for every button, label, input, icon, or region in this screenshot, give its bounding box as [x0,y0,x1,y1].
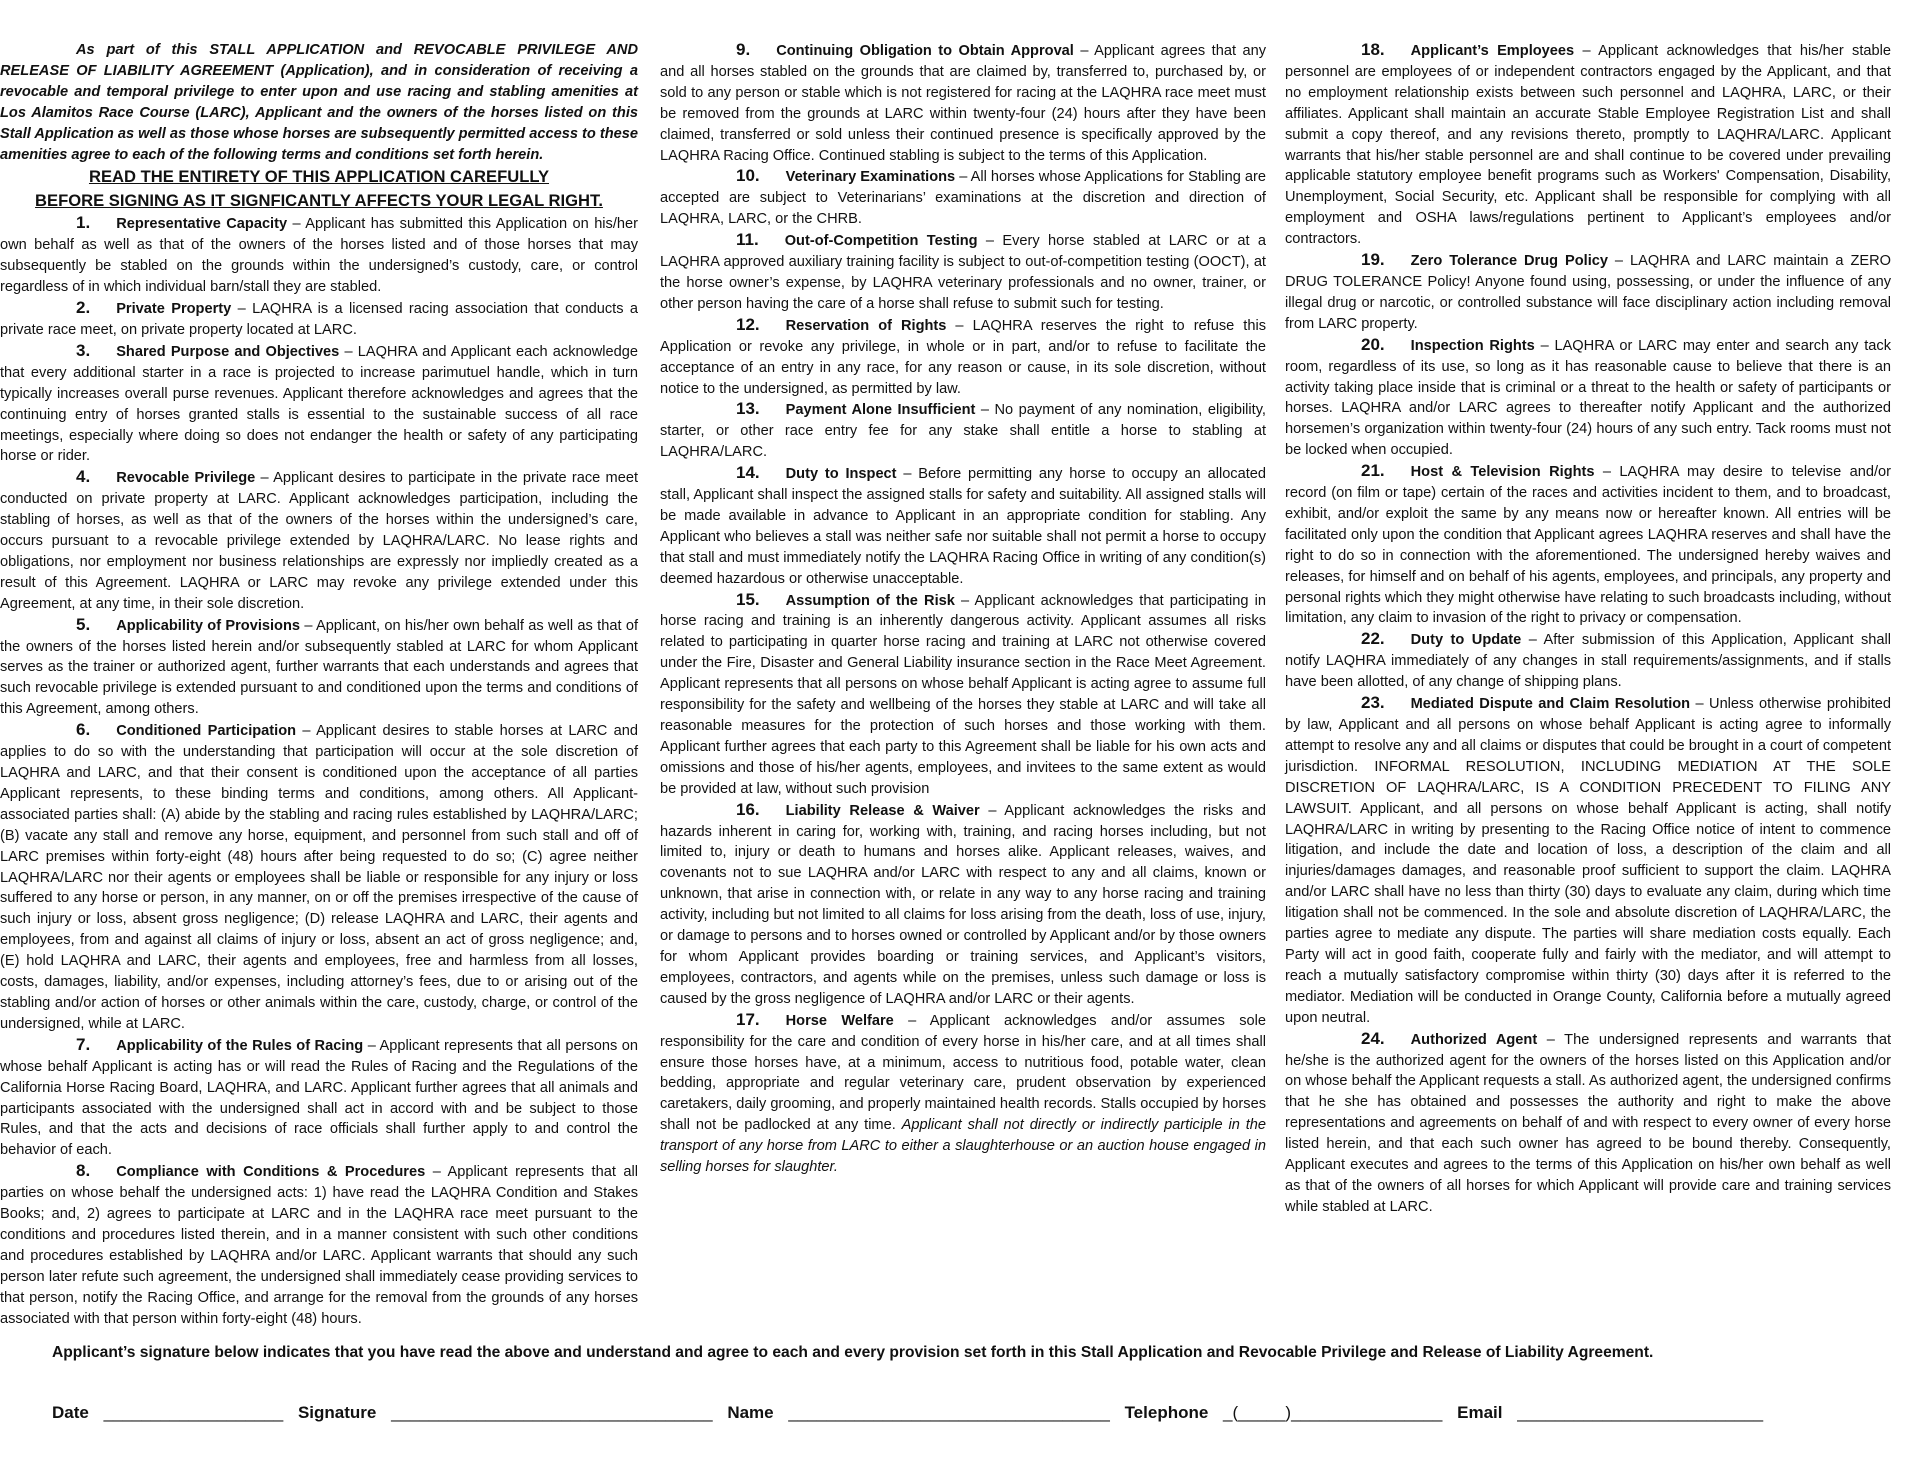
section-title: Representative Capacity [116,216,288,233]
intro-paragraph: As part of this STALL APPLICATION and REVOCABLE PRIVILEGE AND RELEASE OF LIABILITY AGREEMENT (Application), and in consideration of receiving a revocable and temporal privilege to enter upon and use racing and stabling amenities at Los Alamitos Race Course (LARC), Applicant and the owners of the horses listed on this Stall Application as well as those whose horses are subsequently permitted access to these amenities agree to each of the following terms and conditions set forth herein. [0,42,638,163]
section-10 [660,166,1266,230]
telephone-label: Telephone [1124,1403,1209,1422]
section-3 [0,341,638,467]
section-body: – Unless otherwise prohibited by law, Applicant and all persons on whose behalf Applicant is acting agree to informally attempt to resolve any and all claims or disputes that could be brought in a court of competent jurisdiction. INFORMAL RESOLUTION, INCLUDING MEDIATION AT THE SOLE DISCRETION OF LAQHRA/LARC, IS A CONDITION PRECEDENT TO FILING ANY LAWSUIT. Applicant, and all persons on whose behalf Applicant is acting, shall notify LAQHRA/LARC in writing by presenting to the Racing Office notice of intent to commence litigation, and include the date and location of loss, a description of the claim and all injuries/damages damages, and reasonable proof sufficient to support the claim. LAQHRA and/or LARC shall have no less than thirty (30) days to evaluate any claim, during which time litigation shall not be commenced. In the sole and absolute discretion of LAQHRA/LARC, the parties agree to mediate any dispute. The parties will share mediation costs equally. Each Party will act in good faith, cooperate fully and fairly with the mediator, and will attempt to reach a mutually satisfactory compromise within thirty (30) days after it is referred to the mediator. Mediation will be conducted in Orange County, California before a mutually agreed upon neutral. [1285,696,1891,1026]
section-body: – LAQHRA and LARC maintain a ZERO DRUG TOLERANCE Policy! Anyone found using, possessing, or under the influence of any illegal drug or narcotic, or controlled substance will face disciplinary action including removal from LARC property. [1285,253,1891,332]
section-number: 18. [1361,40,1385,59]
section-number: 10. [736,166,760,186]
section-number: 9. [736,40,751,59]
section-title: Liability Release & Waiver [785,802,980,819]
section-title: Out-of-Competition Testing [784,233,978,250]
section-title: Host & Television Rights [1410,464,1595,481]
section-title: Authorized Agent [1410,1031,1538,1048]
section-14 [660,463,1266,589]
section-title: Veterinary Examinations [785,169,956,186]
signature-label: Signature [297,1403,377,1422]
section-number: 20. [1361,334,1385,354]
section-24 [1285,1029,1891,1218]
email-label: Email [1457,1403,1503,1422]
section-number: 5. [76,614,91,634]
section-body: – Applicant acknowledges that his/her stable personnel are employees of or independent contractors engaged by the Applicant, and that no employment relationship exists between such personnel and LAQHRA, LARC, or their affiliates. Applicant shall maintain an accurate Stable Employee Registration List and shall submit a copy thereof, and any revisions thereto, promptly to LAQHRA/LARC. Applicant warrants that his/her stable personnel are and shall continue to be covered under prevailing applicable statutory employee benefit programs such as Workers' Compensation, Disability, Unemployment, Social Security, etc. Applicant shall be responsible for complying with all employment and OSHA laws/regulations pertinent to Applicant’s employees and/or contractors. [1285,43,1891,248]
section-13 [660,399,1266,463]
section-5 [0,615,638,721]
section-body: – Applicant, on his/her own behalf as well as that of the owners of the horses listed herein and/or subsequently stabled at LARC for whom Applicant serves as the trainer or authorized agent, further warrants that each understands and agrees that such revocable privilege is extended pursuant to and conditioned upon the terms and conditions of this Agreement, among others. [0,617,638,718]
section-title: Shared Purpose and Objectives [116,343,340,360]
section-19 [1285,250,1891,335]
telephone-field[interactable]: _(_____)________________ [1223,1403,1443,1422]
section-number: 4. [76,467,91,487]
section-4 [0,467,638,614]
section-number: 23. [1361,693,1385,713]
section-number: 12. [736,314,760,334]
section-body: – Applicant desires to participate in the private race meet conducted on private property at LARC. Applicant acknowledges participation, including the stabling of horses, as well as that of the owners of the horses within the undersigned’s care, occurs pursuant to a revocable privilege extended by LAQHRA/LARC. No lease rights and obligations, nor employment nor business relationships are expressly nor impliedly created as a result of this Agreement. LAQHRA or LARC may revoke any privilege extended under this Agreement, at any time, in their sole discretion. [0,470,638,612]
section-body: – Applicant acknowledges that participating in horse racing and training is an inherently dangerous activity. Applicant assumes all risks related to participating in quarter horse racing and training at LARC not otherwise covered under the Fire, Disaster and General Liability insurance section in the Race Meet Agreement. Applicant represents that all persons on whose behalf Applicant is acting agree to assume full responsibility for the safety and wellbeing of the horses they stable at LARC and will take all reasonable measures for the protection of such horses and those working with them. Applicant further agrees that each party to this Agreement shall be liable for his own acts and omissions and those of his/her agents, employees, and invitees to the same extent as would be provided at law, without such provision [660,592,1266,797]
section-number: 3. [76,340,91,360]
section-number: 13. [736,399,760,419]
section-23 [1285,693,1891,1029]
column-3 [1285,40,1891,1218]
section-number: 17. [736,1009,760,1029]
section-title: Conditioned Participation [116,723,297,740]
section-number: 22. [1361,629,1385,649]
name-field[interactable]: __________________________________ [788,1403,1110,1422]
section-1 [0,213,638,298]
section-body: – LAQHRA and Applicant each acknowledge that every additional starter in a race is projected to increase parimutuel handle, which in turn typically increases overall purse revenues. Applicant therefore acknowledges and agrees that the continuing entry of horses granted stalls is essential to the sustainable success of all race meetings, especially where doing so does not endanger the health or safety of any participating horse or rider. [0,343,638,465]
section-title: Reservation of Rights [785,317,947,334]
section-15 [660,590,1266,800]
section-8 [0,1161,638,1329]
section-number: 14. [736,463,760,483]
signature-field[interactable]: __________________________________ [391,1403,713,1422]
signature-line [52,1403,1912,1423]
section-number: 8. [76,1161,91,1181]
section-title: Revocable Privilege [116,470,256,487]
section-body: – Applicant represents that all parties on whose behalf the undersigned acts: 1) have read the LAQHRA Condition and Stakes Books; and, 2) agrees to participate at LARC and in the LAQHRA race meet pursuant to the conditions and procedures listed therein, and in a manner consistent with such other conditions and procedures established by LAQHRA and/or LARC. Applicant warrants that should any such person later refute such agreement, the undersigned shall immediately cease providing services to that person, notify the Racing Office, and arrange for the removal from the grounds of any horses associated with that person within forty-eight (48) hours. [0,1164,638,1327]
email-field[interactable]: __________________________ [1517,1403,1764,1422]
section-number: 15. [736,589,760,609]
section-body: – LAQHRA is a licensed racing association that conducts a private race meet, on private property located at LARC. [0,301,639,338]
section-body: – After submission of this Application, Applicant shall notify LAQHRA immediately of any changes in stall requirements/assignments, and if stalls have been allotted, of any change of shipping plans. [1285,632,1891,691]
section-title: Assumption of the Risk [785,592,955,609]
section-6 [0,720,638,1035]
section-title: Applicant’s Employees [1410,43,1575,59]
section-title: Compliance with Conditions & Procedures [116,1164,426,1181]
date-field[interactable]: ___________________ [103,1403,284,1422]
section-title: Continuing Obligation to Obtain Approval [776,43,1074,59]
section-body: – Applicant acknowledges the risks and hazards inherent in caring for, working with, training, and racing horses including, but not limited to, injury or death to humans and horses alike. Applicant releases, waives, and covenants not to sue LAQHRA and/or LARC with respect to any and all claims, known or unknown, that arise in connection with, or relate in any way to any horse racing and training activity, including but not limited to all claims for loss arising from the death, loss of use, injury, or damage to persons and to horses owned or controlled by Applicant and/or by those owners for whom Applicant provides boarding or training services, and Applicant’s visitors, employees, contractors, and agents while on the premises, unless such damage or loss is caused by the gross negligence of LAQHRA and/or LARC or their agents. [660,802,1266,1007]
date-label: Date [52,1403,89,1422]
section-20 [1285,335,1891,461]
section-16 [660,800,1266,1010]
section-title: Applicability of Provisions [116,617,300,634]
section-title: Horse Welfare [785,1012,894,1029]
section-body: – Before permitting any horse to occupy an allocated stall, Applicant shall inspect the assigned stalls for safety and suitability. All assigned stalls will be made available in advance to Applicant in an appropriate condition for stabling. Any Applicant who believes a stall was neither safe nor suitable shall not permit a horse to occupy that stall and must immediately notify the LAQHRA Racing Office in writing of any condition(s) deemed hazardous or otherwise unacceptable. [660,466,1267,587]
section-22 [1285,629,1891,693]
section-number: 1. [76,213,91,233]
section-7 [0,1035,638,1161]
section-body: – LAQHRA may desire to televise and/or record (on film or tape) certain of the races and activities incident to them, and to broadcast, exhibit, and/or exploit the same by any means now or hereafter known. All entries will be facilitated only upon the condition that Applicant agrees LAQHRA reserves and shall have the right to do so in connection with the aforementioned. The undersigned hereby waives and releases, for himself and on behalf of his agents, employees, and principals, any property and personal rights which they might otherwise have relating to such broadcasts including, without limitation, any claim to invasion of the right to privacy or compensation. [1285,464,1892,627]
section-number: 7. [76,1034,91,1054]
section-title: Duty to Inspect [785,466,897,483]
section-body: – Applicant represents that all persons on whose behalf Applicant is acting has or will read the Rules of Racing and the Regulations of the California Horse Racing Board, LAQHRA, and LARC. Applicant further agrees that all animals and participants associated with the undersigned shall act in accord with and be subject to those Rules, and that the acts and decisions of race officials shall further apply to and control the behavior of each. [0,1037,638,1159]
section-2 [0,298,638,341]
section-title: Zero Tolerance Drug Policy [1410,253,1608,270]
name-label: Name [727,1403,774,1422]
section-title: Applicability of the Rules of Racing [116,1037,364,1054]
section-title: Inspection Rights [1410,337,1535,354]
section-17 [660,1010,1266,1178]
section-number: 11. [736,230,759,250]
section-body: – No payment of any nomination, eligibility, starter, or other race entry fee for any stake shall entitle a horse to stabling at LAQHRA/LARC. [660,402,1266,461]
section-body: – Applicant desires to stable horses at LARC and applies to do so with the understanding that participation will occur at the sole discretion of LAQHRA and LARC, and that their consent is conditioned upon the acceptance of all parties Applicant represents, to these binding terms and conditions, among others. All Applicant-associated parties shall: (A) abide by the stabling and racing rules established by LAQHRA/LARC; (B) vacate any stall and remove any horse, equipment, and personnel from such stall and off of LARC premises within forty-eight (48) hours after being requested to do so; (C) agree neither LAQHRA/LARC nor their agents or employees shall be liable or responsible for any injury or loss suffered to any horse or person, in any manner, on or off the premises irrespective of the cause of such injury or loss, absent gross negligence; (D) release LAQHRA and LARC, their agents and employees, from and against all claims of injury or loss, absent an act of gross negligence; and, (E) hold LAQHRA and LARC, their agents and employees, free and harmless from all losses, costs, damages, liability, and/or expenses, including attorney’s fees, due to or arising out of the stabling and/or action of horses or other animals within the care, custody, charge, or control of the undersigned, while at LARC. [0,723,638,1032]
signature-acknowledgement: Applicant’s signature below indicates that you have read the above and understand and agree to each and every provision set forth in this Stall Application and Revocable Privilege and Release of Liability Agreement. [52,1344,1654,1361]
section-body: – Applicant acknowledges and/or assumes sole responsibility for the care and condition of every horse in his/her care, and at all times shall ensure those horses have, at a minimum, access to nutritious food, potable water, clean bedding, appropriate and regular veterinary care, prudent observation by experienced caretakers, daily grooming, and properly maintained health records. Stalls occupied by horses shall not be padlocked at any time. [660,1012,1267,1134]
section-number: 2. [76,298,91,318]
section-body: – The undersigned represents and warrants that he/she is the authorized agent for the owners of the horses listed on this Application and/or on whose behalf the Applicant requests a stall. As authorized agent, the undersigned confirms that he she has obtained and possesses the authority and right to make the above representations and agreements on behalf of and with respect to every owner of every horse listed herein, and that each such owner has agreed to be bound thereby. Consequently, Applicant executes and agrees to the terms of this Application on his/her own behalf as well as that of the owners of all horses for which Applicant will provide care and training services while stabled at LARC. [1285,1031,1892,1215]
section-body: – Applicant agrees that any and all horses stabled on the grounds that are claimed by, transferred to, purchased by, or sold to any person or stable which is not registered for racing at the LAQHRA race meet must be removed from the grounds at LARC within twenty-four (24) hours after they have been claimed, transferred or sold unless their continued presence is specifically approved by the LAQHRA Racing Office. Continued stabling is subject to the terms of this Application. [660,43,1266,164]
section-body: – LAQHRA or LARC may enter and search any tack room, regardless of its use, so long as it has reasonable cause to believe that there is an activity taking place inside that is criminal or a threat to the health or safety of participants or horses. LAQHRA and/or LARC agrees to thereafter notify Applicant and the authorized horsemen’s organization within twenty-four (24) hours of any such entry. Tack rooms must not be locked when occupied. [1285,337,1891,459]
column-2 [660,40,1266,1178]
section-9 [660,40,1266,166]
section-body: – Applicant has submitted this Application on his/her own behalf as well as that of the owners of the horses listed and of those horses that may subsequently be stabled on the grounds within the undersigned’s custody, care, or control regardless of in which individual barn/stall they are stabled. [0,216,638,296]
section-title: Private Property [116,301,232,318]
section-12 [660,315,1266,400]
section-body: – LAQHRA reserves the right to refuse this Application or revoke any privilege, in whole or in part, and/or to refuse to facilitate the acceptance of an entry in any race, for any reason or cause, in its sole discretion, without notice to the undersigned, as permitted by law. [660,317,1266,397]
section-number: 24. [1361,1028,1385,1048]
section-21 [1285,461,1891,629]
section-number: 16. [736,799,760,819]
section-body: – Every horse stabled at LARC or at a LAQHRA approved auxiliary training facility is subject to out-of-competition testing (OOCT), at the horse owner’s expense, by LAQHRA veterinary professionals and no owner, trainer, or other person having the care of a horse shall refuse to submit such for testing. [660,233,1266,312]
banner-line-1: READ THE ENTIRETY OF THIS APPLICATION CAREFULLY [88,167,550,187]
section-title: Duty to Update [1410,632,1522,649]
banner-line-2: BEFORE SIGNING AS IT SIGNFICANTLY AFFECTS YOUR LEGAL RIGHT. [35,191,603,211]
section-18 [1285,40,1891,250]
section-body: – All horses whose Applications for Stabling are accepted are subject to Veterinarians’ examinations at the discretion and direction of LAQHRA, LARC, or the CHRB. [660,169,1266,228]
section-number: 6. [76,720,91,740]
section-number: 19. [1361,250,1385,270]
section-number: 21. [1361,461,1385,481]
section-11 [660,230,1266,315]
section-italic-clause: Applicant shall not directly or indirectly participle in the transport of any horse from LARC to either a slaughterhouse or an auction house engaged in selling horses for slaughter. [660,1117,1267,1176]
column-1 [0,40,638,1329]
section-title: Payment Alone Insufficient [785,402,976,419]
section-title: Mediated Dispute and Claim Resolution [1410,696,1691,713]
